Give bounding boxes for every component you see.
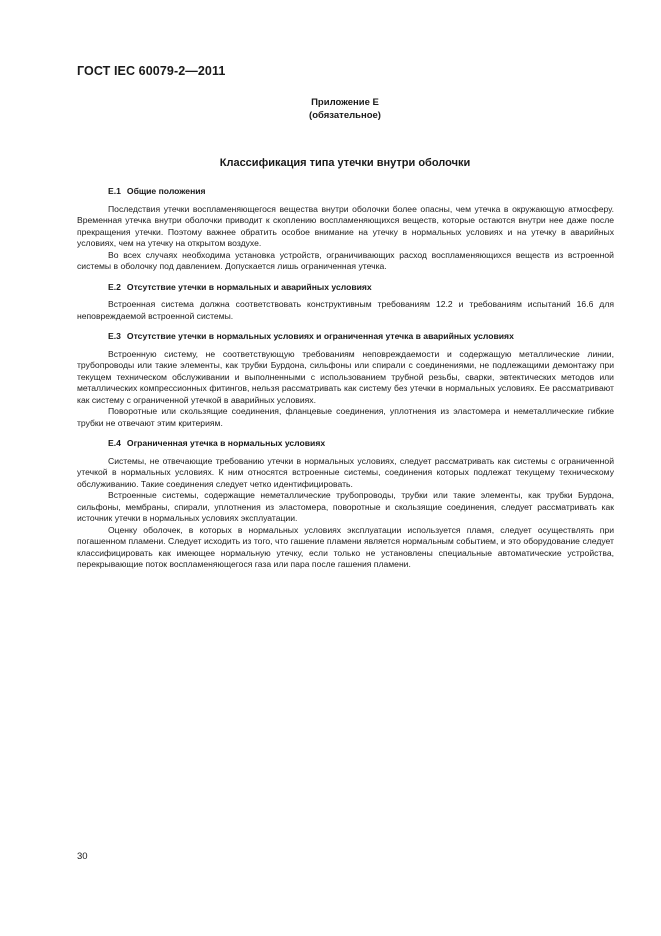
paragraph: Поворотные или скользящие соединения, фланцевые соединения, уплотнения из эластомера и неметаллические гибкие трубки не отвечают этим критериям. xyxy=(77,406,614,428)
section-heading xyxy=(77,438,614,450)
section-number: Е.1 xyxy=(108,186,121,196)
section-title: Ограниченная утечка в нормальных условиях xyxy=(126,438,326,448)
section-title: Отсутствие утечки в нормальных и аварийных условиях xyxy=(126,281,372,292)
section-number: Е.3 xyxy=(108,331,121,341)
document-body xyxy=(77,182,614,571)
section-number: Е.4 xyxy=(108,438,121,448)
paragraph: Последствия утечки воспламеняющегося вещества внутри оболочки более опасны, чем утечка в окружающую атмосферу. Временная утечка внутри оболочки приводит к скоплению воспламеняющихся веществ, которые остаются внутри нее даже после прекращения утечки. Поэтому важнее обратить особое внимание на утечку в нормальных условиях и на утечку в аварийных условиях, чем на утечку на открытом воздухе. xyxy=(77,203,614,248)
paragraph: Встроенные системы, содержащие неметаллические трубопроводы, трубки или такие элементы, как трубки Бурдона, сильфоны, мембраны, спирали, уплотнения из эластомера, поворотные и скользящие соединения, следует рассматривать как источник утечки в нормальных условиях эксплуатации. xyxy=(77,490,614,523)
section-title: Отсутствие утечки в нормальных условиях и ограниченная утечка в аварийных условиях xyxy=(126,331,514,341)
section-heading xyxy=(77,282,614,294)
section-heading xyxy=(77,186,614,198)
paragraph: Встроенную систему, не соответствующую требованиям неповреждаемости и содержащую металлические линии, трубопроводы или такие элементы, как трубки Бурдона, сильфоны или спирали с соединениями, не подлежащими демонтажу при текущем техническом обслуживании и выполненными с использованием трубной резьбы, сварки, эвтектических методов или металлических компрессионных фитингов, нельзя рассматривать как систему без утечки в нормальных условиях. Ее рассматривают как систему с ограниченной утечкой в аварийных условиях. xyxy=(77,348,614,405)
paragraph: Во всех случаях необходима установка устройств, ограничивающих расход воспламеняющихся веществ из встроенной системы в оболочку под давлением. Допускается лишь ограниченная утечка. xyxy=(77,249,614,271)
document-header: ГОСТ IEC 60079-2—2011 xyxy=(77,64,226,78)
annex-status: (обязательное) xyxy=(309,110,381,121)
paragraph: Оценку оболочек, в которых в нормальных условиях эксплуатации используется пламя, следует осуществлять при погашенном пламени. Следует исходить из того, что гашение пламени является нормальным событием, и это оборудование следует классифицировать как имеющее нормальную утечку, если только не установлены специальные автоматические устройства, перекрывающие поток воспламеняющегося газа или пара после гашения пламени. xyxy=(77,524,614,569)
annex-heading xyxy=(180,96,510,122)
page-number: 30 xyxy=(77,851,88,862)
annex-title: Классификация типа утечки внутри оболочки xyxy=(219,157,471,169)
section-number: Е.2 xyxy=(108,281,121,292)
paragraph: Встроенная система должна соответствовать конструктивным требованиям 12.2 и требованиям испытаний 16.6 для неповреждаемой встроенной системы. xyxy=(77,299,614,321)
annex-label: Приложение Е xyxy=(311,97,379,108)
section-title: Общие положения xyxy=(126,186,206,196)
paragraph: Системы, не отвечающие требованию утечки в нормальных условиях, следует рассматривать как системы с ограниченной утечкой в нормальных условиях. К ним относятся встроенные системы, соединения которых подлежат текущему техническому обслуживанию. Такие соединения следует четко идентифицировать. xyxy=(77,455,614,489)
section-heading xyxy=(77,331,614,343)
